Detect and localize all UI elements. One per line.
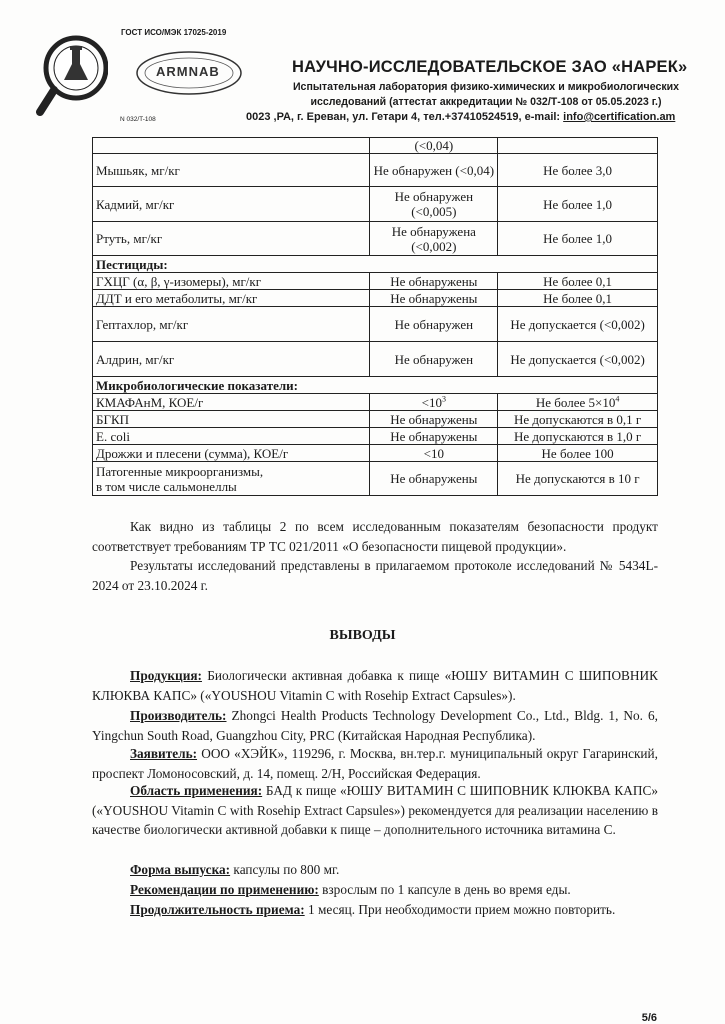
table-cell-name: Алдрин, мг/кг (93, 342, 370, 377)
iso-standard: ГОСТ ИСО/МЭК 17025-2019 (121, 28, 227, 37)
table-row (93, 273, 658, 290)
table-cell-norm: Не более 0,1 (498, 273, 658, 290)
table-row (93, 307, 658, 342)
table-cell-value: Не обнаружены (370, 411, 498, 428)
org-title: НАУЧНО-ИССЛЕДОВАТЕЛЬСКОЕ ЗАО «НАРЕК» (292, 58, 688, 76)
table-cell-norm: Не более 1,0 (498, 222, 658, 256)
recommend-paragraph (92, 880, 658, 900)
form-paragraph (92, 860, 658, 880)
lab-seal-logo (36, 30, 108, 125)
micro-header: Микробиологические показатели: (93, 377, 658, 394)
table-cell-name: КМАФАнМ, КОЕ/г (93, 394, 370, 411)
armnab-logo (134, 50, 244, 101)
duration-label: Продолжительность приема: (130, 902, 305, 917)
pesticides-header: Пестициды: (93, 256, 658, 273)
table-cell-name: Гептахлор, мг/кг (93, 307, 370, 342)
duration-paragraph (92, 900, 658, 920)
table-cell-name: Мышьяк, мг/кг (93, 154, 370, 187)
table-cell-name: ГХЦГ (α, β, γ-изомеры), мг/кг (93, 273, 370, 290)
applicant-text: ООО «ХЭЙК», 119296, г. Москва, вн.тер.г. муниципальный округ Гагаринский, проспект Ломоносовский, д. 14, помещ. 2/Н, Российская Федерация. (92, 746, 658, 781)
email-link[interactable]: info@certification.am (563, 111, 676, 123)
table-cell-name: Дрожжи и плесени (сумма), КОЕ/г (93, 445, 370, 462)
applicant-label: Заявитель: (130, 746, 198, 761)
scope-label: Область применения: (130, 783, 263, 798)
table-cell-value: Не обнаружены (370, 290, 498, 307)
table-cell-name (93, 462, 370, 496)
table-cell-norm: Не допускаются в 1,0 г (498, 428, 658, 445)
product-label: Продукция: (130, 668, 202, 683)
table-cell-name: БГКП (93, 411, 370, 428)
table-cell-value: Не обнаружен (<0,005) (370, 187, 498, 222)
protocol-paragraph: Результаты исследований представлены в прилагаемом протоколе исследований № 5434L-2024 от 23.10.2024 г. (92, 558, 658, 593)
norm-base: Не более 5×10 (535, 394, 616, 410)
table-row (93, 394, 658, 411)
table-section-row (93, 256, 658, 273)
product-paragraph (92, 666, 658, 705)
table-row (93, 138, 658, 154)
duration-text: 1 месяц. При необходимости прием можно повторить. (304, 902, 616, 917)
table-cell-norm: Не более 1,0 (498, 187, 658, 222)
table-row (93, 187, 658, 222)
table-row (93, 154, 658, 187)
accreditation-number: N 032/T-108 (120, 116, 156, 123)
table-cell-value: (<0,04) (370, 138, 498, 154)
table-row (93, 342, 658, 377)
table-section-row (93, 377, 658, 394)
table-cell-value: Не обнаружена (<0,002) (370, 222, 498, 256)
table-cell-norm (498, 394, 658, 411)
value-base: <10 (421, 394, 442, 410)
table-cell-norm: Не допускаются в 0,1 г (498, 411, 658, 428)
pathogen-line1: Патогенные микроорганизмы, (96, 463, 264, 479)
results-table (92, 137, 658, 496)
table-cell-name: Ртуть, мг/кг (93, 222, 370, 256)
table-cell-value: Не обнаружены (370, 428, 498, 445)
table-cell-norm: Не более 0,1 (498, 290, 658, 307)
conclusions-title: ВЫВОДЫ (329, 628, 396, 643)
table-cell-norm: Не более 100 (498, 445, 658, 462)
table-row (93, 290, 658, 307)
table-row (93, 222, 658, 256)
recommend-label: Рекомендации по применению: (130, 882, 319, 897)
table-cell-value (370, 394, 498, 411)
address-text: 0023 ,РА, г. Ереван, ул. Гетари 4, тел.+37410524519, e-mail: (246, 111, 564, 123)
form-label: Форма выпуска: (130, 862, 231, 877)
applicant-paragraph (92, 744, 658, 783)
manufacturer-label: Производитель: (130, 708, 227, 723)
table-cell-value: Не обнаружен (370, 342, 498, 377)
org-subtitle: Испытательная лаборатория физико-химических и микробиологических исследований (аттестат аккредитации № 032/Т-108 от 05.05.2023 г.) (292, 81, 680, 108)
armnab-text: ARMNAB (156, 64, 220, 79)
table-cell-name: Кадмий, мг/кг (93, 187, 370, 222)
scope-paragraph (92, 781, 658, 840)
value-exponent: 3 (442, 394, 446, 404)
manufacturer-text: Zhongci Health Products Technology Development Co., Ltd., Bldg. 1, No. 6, Yingchun South Road, Guangzhou City, PRC (Китайская Народная Республика). (92, 708, 658, 743)
table-cell-value: Не обнаружен (<0,04) (370, 154, 498, 187)
norm-exponent: 4 (615, 394, 620, 404)
table-row (93, 445, 658, 462)
product-text: Биологически активная добавка к пище «ЮШУ ВИТАМИН С ШИПОВНИК КЛЮКВА КАПС» («YOUSHOU Vitamin C with Rosehip Extract Capsules»). (92, 668, 658, 703)
table-cell-norm: Не допускаются в 10 г (498, 462, 658, 496)
table-cell-value: Не обнаружен (370, 307, 498, 342)
table-cell-value: <10 (370, 445, 498, 462)
manufacturer-paragraph (92, 706, 658, 745)
recommend-text: взрослым по 1 капсуле в день во время еды. (318, 882, 571, 897)
table-cell-value: Не обнаружены (370, 462, 498, 496)
table-cell-norm: Не допускается (<0,002) (498, 342, 658, 377)
scope-text: БАД к пище «ЮШУ ВИТАМИН С ШИПОВНИК КЛЮКВА КАПС» («YOUSHOU Vitamin C with Rosehip Extract Capsules») рекомендуется для реализации населению в качестве биологически активной добавки к пище – дополнительного источника витамина С. (92, 783, 658, 837)
form-text: капсулы по 800 мг. (230, 862, 340, 877)
table-cell-norm: Не допускается (<0,002) (498, 307, 658, 342)
table-cell-name: E. coli (93, 428, 370, 445)
table-row (93, 462, 658, 496)
page-number: 5/6 (641, 1012, 657, 1024)
org-address (246, 111, 675, 123)
table-cell-value: Не обнаружены (370, 273, 498, 290)
table-row (93, 411, 658, 428)
pathogen-line2: в том числе сальмонеллы (96, 478, 237, 494)
table-row (93, 428, 658, 445)
table-cell-norm: Не более 3,0 (498, 154, 658, 187)
conformity-paragraph: Как видно из таблицы 2 по всем исследованным показателям безопасности продукт соответствует требованиям ТР ТС 021/2011 «О безопасности пищевой продукции». (92, 519, 658, 554)
table-cell-name: ДДТ и его метаболиты, мг/кг (93, 290, 370, 307)
